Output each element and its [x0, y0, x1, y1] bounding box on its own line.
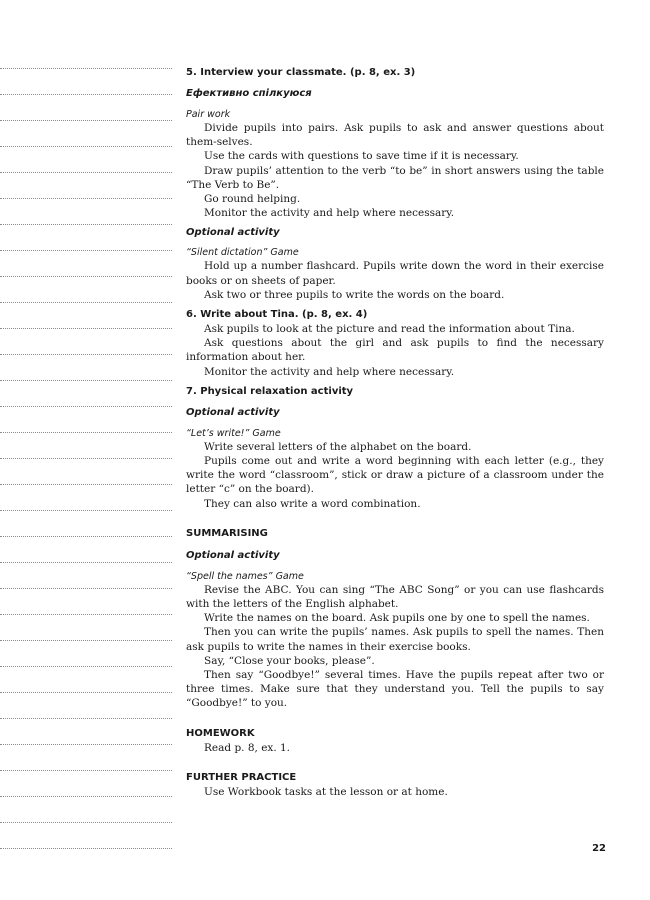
- optional-activity-label: Optional activity: [186, 227, 280, 239]
- note-line: [0, 510, 172, 511]
- note-line: [0, 406, 172, 407]
- instruction-text: Pupils come out and write a word beginning with each letter (e.g., they write the word “classroom”, stick or draw a picture of a classroom under the letter “c” on the board).: [186, 455, 604, 496]
- note-line: [0, 588, 172, 589]
- instruction-text: Ask questions about the girl and ask pupils to find the necessary information about her.: [186, 337, 604, 364]
- section-heading-summarising: SUMMARISING: [186, 527, 268, 539]
- section-heading-tina: 6. Write about Tina. (p. 8, ex. 4): [186, 309, 368, 321]
- section-heading-relaxation: 7. Physical relaxation activity: [186, 385, 354, 397]
- instruction-text: They can also write a word combination.: [204, 497, 421, 510]
- note-line: [0, 146, 172, 147]
- note-line: [0, 848, 172, 849]
- further-practice-text: Use Workbook tasks at the lesson or at home.: [204, 785, 448, 798]
- instruction-text: Write the names on the board. Ask pupils one by one to spell the names.: [204, 612, 590, 625]
- instruction-text: Write several letters of the alphabet on the board.: [204, 440, 472, 453]
- note-line: [0, 432, 172, 433]
- instruction-text: Go round helping.: [204, 193, 301, 206]
- note-line: [0, 770, 172, 771]
- note-line: [0, 484, 172, 485]
- game-title: “Let’s write!” Game: [186, 427, 281, 439]
- lesson-content: [186, 66, 604, 799]
- instruction-text: Hold up a number flashcard. Pupils write down the word in their exercise books or on sheets of paper.: [186, 260, 604, 287]
- note-line: [0, 354, 172, 355]
- homework-text: Read p. 8, ex. 1.: [204, 741, 291, 754]
- page-number: 22: [592, 843, 606, 854]
- note-line: [0, 718, 172, 719]
- note-line: [0, 536, 172, 537]
- notes-margin: [0, 0, 175, 900]
- note-line: [0, 744, 172, 745]
- section-subheading: Ефективно спілкуюся: [186, 88, 312, 99]
- note-line: [0, 276, 172, 277]
- note-line: [0, 458, 172, 459]
- instruction-text: Divide pupils into pairs. Ask pupils to ask and answer questions about them-selves.: [186, 122, 604, 149]
- section-heading-interview: 5. Interview your classmate. (p. 8, ex. 3): [186, 67, 416, 78]
- instruction-text: Then say “Goodbye!” several times. Have the pupils repeat after two or three times. Make sure that they understand you. Tell the pupils to say “Goodbye!” to you.: [186, 669, 604, 710]
- instruction-text: Monitor the activity and help where necessary.: [204, 365, 455, 378]
- note-line: [0, 302, 172, 303]
- note-line: [0, 94, 172, 95]
- note-line: [0, 796, 172, 797]
- instruction-text: Use the cards with questions to save time if it is necessary.: [204, 150, 519, 163]
- note-line: [0, 640, 172, 641]
- note-line: [0, 172, 172, 173]
- optional-activity-label: Optional activity: [186, 406, 280, 418]
- game-title: “Spell the names” Game: [186, 570, 304, 582]
- instruction-text: Say, “Close your books, please”.: [204, 654, 375, 667]
- instruction-text: Ask two or three pupils to write the words on the board.: [204, 288, 505, 301]
- note-line: [0, 666, 172, 667]
- note-line: [0, 68, 172, 69]
- activity-mode: Pair work: [186, 109, 231, 120]
- note-line: [0, 250, 172, 251]
- note-line: [0, 120, 172, 121]
- instruction-text: Draw pupils’ attention to the verb “to be” in short answers using the table “The Verb to Be”.: [186, 164, 604, 191]
- instruction-text: Revise the ABC. You can sing “The ABC Song” or you can use flashcards with the letters of the English alphabet.: [186, 583, 604, 611]
- note-line: [0, 380, 172, 381]
- game-title: “Silent dictation” Game: [186, 247, 299, 259]
- note-line: [0, 822, 172, 823]
- section-heading-further-practice: FURTHER PRACTICE: [186, 771, 297, 783]
- note-line: [0, 328, 172, 329]
- note-line: [0, 614, 172, 615]
- optional-activity-label: Optional activity: [186, 549, 280, 561]
- instruction-text: Ask pupils to look at the picture and read the information about Tina.: [204, 323, 575, 336]
- instruction-text: Then you can write the pupils’ names. Ask pupils to spell the names. Then ask pupils to write the names in their exercise books.: [186, 626, 604, 653]
- section-heading-homework: HOMEWORK: [186, 727, 255, 739]
- note-line: [0, 562, 172, 563]
- instruction-text: Monitor the activity and help where necessary.: [204, 207, 455, 220]
- note-line: [0, 224, 172, 225]
- note-line: [0, 198, 172, 199]
- note-line: [0, 692, 172, 693]
